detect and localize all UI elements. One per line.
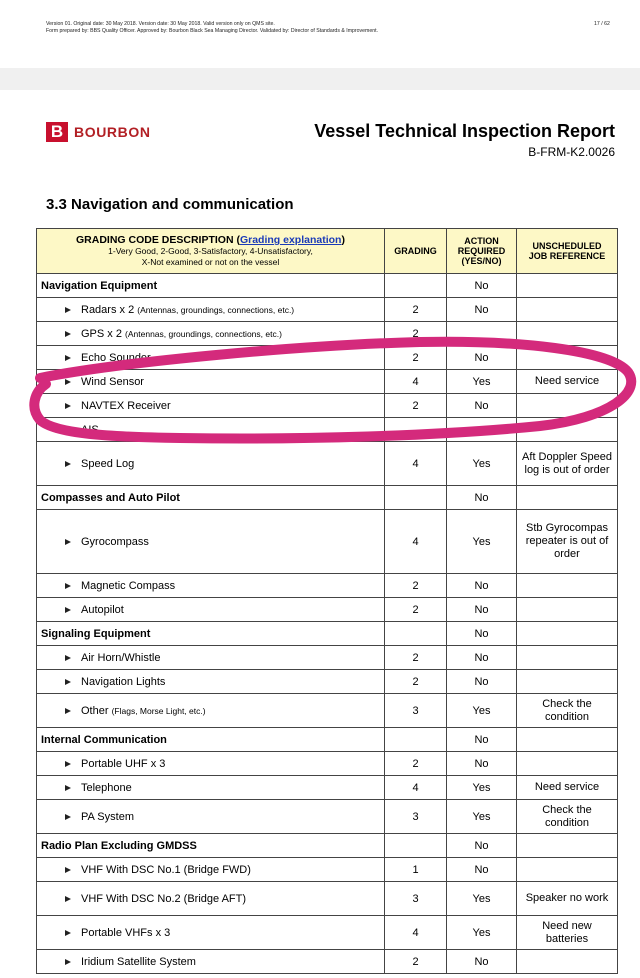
item-name: Portable VHFs x 3 [81,926,171,939]
item-cell [37,752,385,776]
job-reference-cell: Aft Doppler Speed log is out of order [517,442,618,486]
table-row [37,574,618,598]
item-cell [37,728,385,752]
item-cell [37,598,385,622]
item-name: Gyrocompass [81,535,149,548]
bullet-arrow-icon [65,583,71,589]
grading-cell: 2 [385,598,447,622]
grading-explanation-link[interactable]: Grading explanation [239,234,342,246]
grading-cell: 2 [385,752,447,776]
item-name: Magnetic Compass [81,579,176,592]
page-number: 17 / 62 [594,21,610,27]
bullet-arrow-icon [65,403,71,409]
bullet-arrow-icon [65,379,71,385]
grading-cell: 2 [385,574,447,598]
job-reference-cell: Stb Gyrocompas repeater is out of order [517,510,618,574]
logo-wordmark: BOURBON [74,124,151,140]
grading-cell: 4 [385,370,447,394]
action-cell: Yes [447,370,517,394]
bullet-arrow-icon [65,655,71,661]
table-header-row [37,229,618,274]
bullet-arrow-icon [65,867,71,873]
item-cell [37,694,385,728]
grading-title-close: ) [341,234,345,246]
grading-cell: 3 [385,882,447,916]
action-cell: No [447,598,517,622]
table-row [37,882,618,916]
grading-cell: 4 [385,776,447,800]
job-reference-cell: Need service [517,776,618,800]
grading-cell [385,486,447,510]
grading-description-header [37,229,385,274]
bullet-arrow-icon [65,331,71,337]
job-reference-cell [517,574,618,598]
item-cell [37,370,385,394]
action-cell: No [447,622,517,646]
action-cell: Yes [447,510,517,574]
table-row [37,442,618,486]
job-reference-cell [517,274,618,298]
grading-scale-line-1: 1-Very Good, 2-Good, 3-Satisfactory, 4-Unsatisfactory, [108,246,313,256]
action-cell: No [447,646,517,670]
item-cell [37,916,385,950]
bullet-arrow-icon [65,607,71,613]
grading-cell: 2 [385,322,447,346]
item-cell [37,574,385,598]
item-name: VHF With DSC No.1 (Bridge FWD) [81,863,251,876]
item-cell [37,510,385,574]
item-note: (Flags, Morse Light, etc.) [111,705,206,716]
item-name: Navigation Equipment [41,279,158,292]
grading-cell: 3 [385,694,447,728]
table-row [37,346,618,370]
bullet-arrow-icon [65,427,71,433]
item-cell [37,858,385,882]
table-row [37,800,618,834]
meta-line-2: Form prepared by: BBS Quality Officer. Approved by: Bourbon Black Sea Managing Director. Validated by: Director of Standards & Improvement. [46,27,378,34]
job-reference-cell: Check the condition [517,800,618,834]
grading-scale-line-2: X-Not examined or not on the vessel [141,257,280,267]
item-name: Radars x 2 [81,303,135,316]
grading-cell: 2 [385,646,447,670]
action-cell: Yes [447,776,517,800]
action-cell: No [447,858,517,882]
grading-cell: 2 [385,394,447,418]
job-reference-cell [517,394,618,418]
item-cell [37,298,385,322]
grading-cell [385,622,447,646]
table-row [37,394,618,418]
grading-header: GRADING [385,229,447,274]
report-title: Vessel Technical Inspection Report [314,121,615,141]
table-body [37,274,618,974]
item-cell [37,322,385,346]
job-reference-cell [517,486,618,510]
grading-cell: 4 [385,442,447,486]
item-cell [37,418,385,442]
bullet-arrow-icon [65,959,71,965]
item-cell [37,622,385,646]
job-reference-cell [517,858,618,882]
item-name: NAVTEX Receiver [81,399,171,412]
table-row [37,510,618,574]
item-cell [37,776,385,800]
action-cell: No [447,394,517,418]
category-row [37,486,618,510]
category-row [37,834,618,858]
job-reference-header [517,229,618,274]
grading-cell [385,834,447,858]
action-cell: Yes [447,442,517,486]
bullet-arrow-icon [65,539,71,545]
table-row [37,598,618,622]
grading-cell: 4 [385,510,447,574]
document-meta [46,21,378,34]
job-reference-cell: Check the condition [517,694,618,728]
action-cell: No [447,752,517,776]
meta-line-1: Version 01. Original date: 30 May 2018. Version date: 30 May 2018. Valid version only on QMS site. [46,21,275,27]
action-cell [447,418,517,442]
bullet-arrow-icon [65,814,71,820]
table-row [37,298,618,322]
action-required-header [447,229,517,274]
item-cell [37,346,385,370]
table-row [37,370,618,394]
job-reference-cell: Need new batteries [517,916,618,950]
item-cell [37,950,385,974]
job-reference-cell [517,670,618,694]
action-cell: No [447,346,517,370]
grading-cell: 4 [385,916,447,950]
bullet-arrow-icon [65,896,71,902]
table-row [37,694,618,728]
job-reference-cell [517,418,618,442]
grading-cell: 3 [385,800,447,834]
job-reference-cell [517,298,618,322]
inspection-table [36,228,618,974]
job-reference-cell [517,622,618,646]
bullet-arrow-icon [65,785,71,791]
logo-mark-icon: B [46,122,68,142]
action-cell: Yes [447,800,517,834]
grading-cell [385,728,447,752]
item-name: Wind Sensor [81,375,144,388]
action-header-line-2: REQUIRED [457,246,506,256]
item-cell [37,442,385,486]
bullet-arrow-icon [65,355,71,361]
item-name: Signaling Equipment [41,627,151,640]
item-name: Navigation Lights [81,675,166,688]
item-note: (Antennas, groundings, connections, etc.) [137,304,295,315]
action-cell: Yes [447,916,517,950]
bullet-arrow-icon [65,708,71,714]
table-row [37,646,618,670]
action-cell: No [447,274,517,298]
job-reference-cell [517,598,618,622]
item-cell [37,800,385,834]
job-reference-cell [517,346,618,370]
action-header-line-1: ACTION [464,236,499,246]
grading-cell: 2 [385,950,447,974]
item-name: Echo Sounder [81,351,151,364]
previous-page-footer [0,0,640,68]
table-row [37,670,618,694]
category-row [37,622,618,646]
job-reference-cell [517,834,618,858]
bullet-arrow-icon [65,930,71,936]
item-name: Speed Log [81,457,135,470]
action-cell: No [447,728,517,752]
category-row [37,274,618,298]
item-name: Internal Communication [41,733,167,746]
item-cell [37,670,385,694]
bullet-arrow-icon [65,307,71,313]
job-header-line-1: UNSCHEDULED [532,241,602,251]
job-reference-cell [517,728,618,752]
job-header-line-2: JOB REFERENCE [528,251,606,261]
bullet-arrow-icon [65,679,71,685]
grading-cell: 2 [385,670,447,694]
category-row [37,728,618,752]
action-cell: No [447,486,517,510]
page-gap [0,68,640,90]
item-cell [37,274,385,298]
bullet-arrow-icon [65,461,71,467]
table-row [37,776,618,800]
item-cell [37,486,385,510]
job-reference-cell: Speaker no work [517,882,618,916]
item-name: Autopilot [81,603,124,616]
item-cell [37,646,385,670]
section-title: 3.3 Navigation and communication [46,196,294,213]
table-row [37,858,618,882]
report-code: B-FRM-K2.0026 [528,145,615,159]
item-name: PA System [81,810,134,823]
item-cell [37,834,385,858]
job-reference-cell [517,322,618,346]
table-row [37,418,618,442]
grading-cell: 2 [385,346,447,370]
grading-cell [385,418,447,442]
action-cell: Yes [447,882,517,916]
bullet-arrow-icon [65,761,71,767]
job-reference-cell [517,950,618,974]
item-name: AIS [81,423,99,436]
item-name: Iridium Satellite System [81,955,196,968]
action-cell: No [447,834,517,858]
action-cell [447,322,517,346]
action-header-line-3: (YES/NO) [461,256,502,266]
action-cell: Yes [447,694,517,728]
item-cell [37,882,385,916]
item-name: Other [81,704,109,717]
job-reference-cell: Need service [517,370,618,394]
inspection-table-wrapper [36,228,617,974]
grading-cell: 2 [385,298,447,322]
item-name: Compasses and Auto Pilot [41,491,180,504]
grading-cell [385,274,447,298]
grading-cell: 1 [385,858,447,882]
job-reference-cell [517,752,618,776]
item-name: Telephone [81,781,132,794]
table-row [37,916,618,950]
bourbon-logo [46,122,151,142]
job-reference-cell [517,646,618,670]
table-row [37,950,618,974]
item-name: Radio Plan Excluding GMDSS [41,839,197,852]
table-row [37,322,618,346]
action-cell: No [447,670,517,694]
item-name: Portable UHF x 3 [81,757,166,770]
item-name: Air Horn/Whistle [81,651,161,664]
grading-title: GRADING CODE DESCRIPTION ( [76,234,240,246]
action-cell: No [447,950,517,974]
action-cell: No [447,298,517,322]
item-name: VHF With DSC No.2 (Bridge AFT) [81,892,247,905]
action-cell: No [447,574,517,598]
item-cell [37,394,385,418]
table-row [37,752,618,776]
item-note: (Antennas, groundings, connections, etc.) [125,328,282,339]
item-name: GPS x 2 [81,327,122,340]
